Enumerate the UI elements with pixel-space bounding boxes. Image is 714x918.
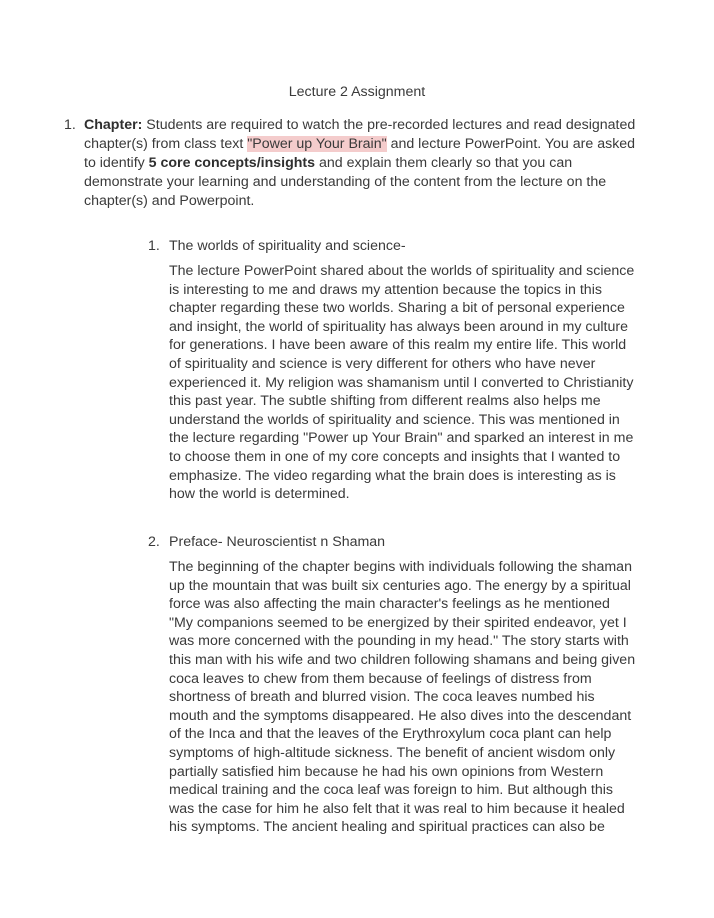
item-line: how the world is determined. [169, 486, 350, 503]
item-line: experienced it. My religion was shamanism until I converted to Christianity [169, 374, 634, 391]
item-line: is interesting to me and draws my attention because the topics in this [169, 281, 602, 298]
item-line: mouth and the symptoms disappeared. He also dives into the descendant [169, 707, 632, 724]
item-line: coca leaves to chew from them because of feelings of distress from [169, 670, 592, 687]
question-label: Chapter: [84, 117, 143, 133]
document-title: Lecture 2 Assignment [288, 84, 426, 100]
item-line: and insight, the world of spirituality has always been around in my culture [169, 318, 628, 335]
item-line: understand the worlds of spirituality and science. This was mentioned in [169, 411, 620, 428]
question-bold-phrase: 5 core concepts/insights [148, 155, 316, 171]
item-line: shortness of breath and blurred vision. The coca leaves numbed his [169, 689, 595, 706]
item-line: the lecture regarding "Power up Your Brain" and sparked an interest in me [169, 430, 634, 447]
item-line: was the case for him he also felt that it was real to him because it healed [169, 800, 625, 817]
item-line: The beginning of the chapter begins with individuals following the shaman [169, 559, 632, 575]
item-line: up the mountain that was built six centuries ago. The energy by a spiritual [169, 577, 631, 594]
item-line: of the Inca and that the leaves of the Erythroxylum coca plant can help [169, 726, 612, 743]
question-number: 1. [64, 117, 76, 133]
item-heading: The worlds of spirituality and science- [169, 238, 406, 254]
highlighted-book-title: "Power up Your Brain" [247, 136, 387, 152]
item-line: for generations. I have been aware of this realm my entire life. This world [169, 337, 627, 354]
item-line: partially satisfied him because he had his own opinions from Western [169, 763, 604, 780]
item-line: emphasize. The video regarding what the brain does is interesting as is [169, 467, 616, 484]
item-line: this man with his wife and two children following shamans and being given [169, 651, 636, 668]
question-prompt [84, 116, 639, 211]
item-number: 2. [148, 534, 160, 550]
question-text-b: and lecture PowerPoint. You are asked to identify [84, 136, 636, 171]
item-line: his symptoms. The ancient healing and spiritual practices can also be [169, 819, 605, 836]
item-line: was more concerned with the pounding in my head." The story starts with [169, 633, 629, 650]
item-line: of spirituality and science is very different for others who have never [169, 355, 596, 372]
item-line: to choose them in one of my core concepts and insights that I wanted to [169, 448, 621, 465]
item-line: "My companions seemed to be energized by their spirited endeavor, yet I [169, 614, 627, 631]
question-text-c: and explain them clearly so that you can demonstrate your learning and understanding of the content from the lecture on the chapter(s) and Powerpoint. [84, 155, 607, 209]
item-line: symptoms of high-altitude sickness. The benefit of ancient wisdom only [169, 744, 616, 761]
question-text-a: Students are required to watch the pre-recorded lectures and read designated chapter(s) from class text [84, 117, 636, 152]
item-number: 1. [148, 238, 160, 254]
item-line: The lecture PowerPoint shared about the worlds of spirituality and science [169, 263, 635, 279]
item-heading: Preface- Neuroscientist n Shaman [169, 534, 386, 550]
item-line: medical training and the coca leaf was foreign to him. But although this [169, 782, 614, 799]
item-body [169, 262, 635, 504]
item-body [169, 558, 635, 837]
item-line: force was also affecting the main character's feelings as he mentioned [169, 596, 610, 613]
item-line: this past year. The subtle shifting from different realms also helps me [169, 393, 601, 410]
item-line: chapter regarding these two worlds. Sharing a bit of personal experience [169, 300, 625, 317]
